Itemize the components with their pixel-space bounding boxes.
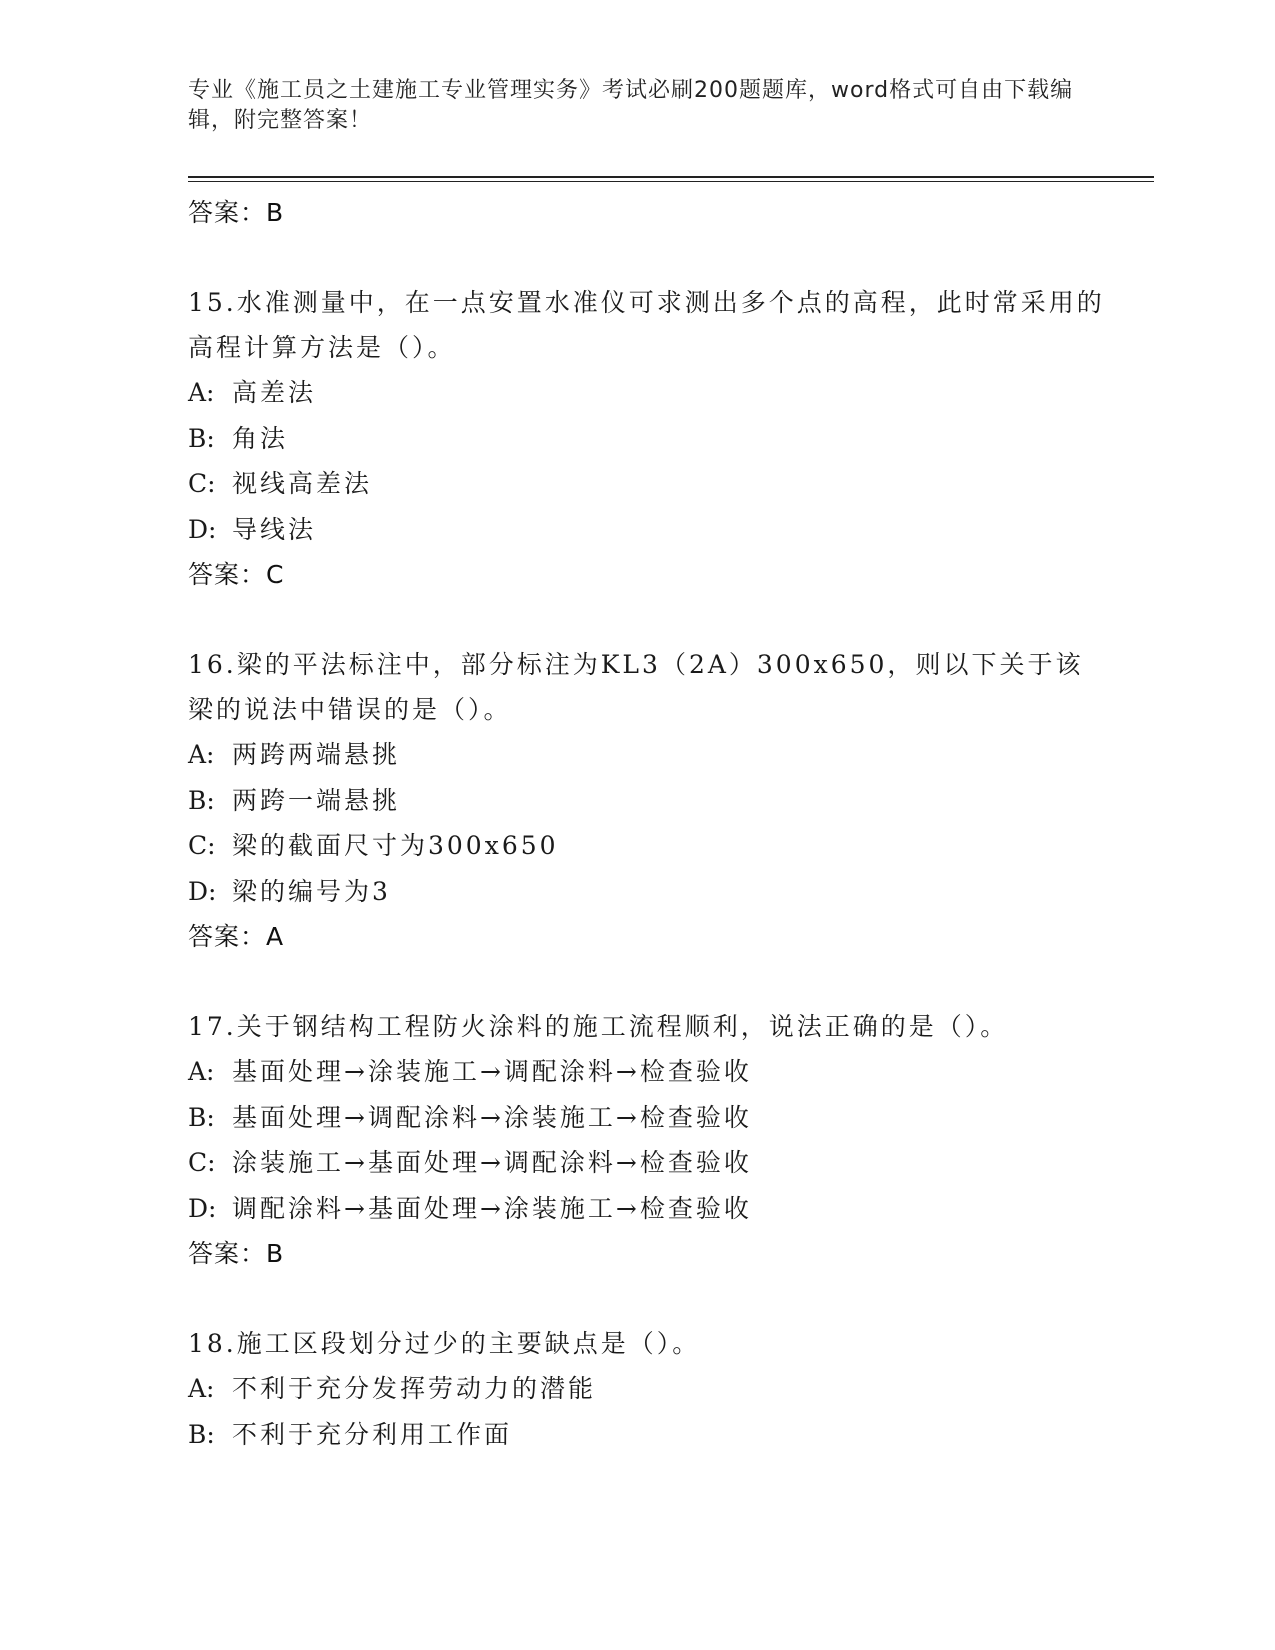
page-header: 专业《施工员之土建施工专业管理实务》考试必刷200题题库，word格式可自由下载编辑，附完整答案！ [188,78,1074,133]
option-c [188,461,1108,507]
option-text: 调配涂料→基面处理→涂装施工→检查验收 [232,1193,752,1223]
option-key: C: [188,831,216,860]
option-a [188,732,1108,778]
question-17 [188,1004,1108,1277]
option-text: 不利于充分利用工作面 [232,1419,513,1449]
answer-line: 答案：B [188,1239,285,1268]
option-key: C: [188,469,216,498]
question-stem: 17.关于钢结构工程防火涂料的施工流程顺利，说法正确的是（）。 [188,1012,1009,1041]
option-key: B: [188,1419,215,1449]
header-divider-thin [188,181,1154,182]
option-text: 导线法 [232,514,317,544]
option-key: B: [188,785,215,815]
option-text: 基面处理→调配涂料→涂装施工→检查验收 [232,1102,752,1132]
option-d [188,869,1108,915]
question-stem: 16.梁的平法标注中，部分标注为KL3（2A）300x650，则以下关于该梁的说法中错误的是（）。 [188,650,1084,724]
option-a [188,370,1108,416]
option-text: 两跨两端悬挑 [232,740,401,769]
option-key: D: [188,1193,217,1223]
option-text: 高差法 [232,378,317,407]
option-key: B: [188,423,215,453]
option-c [188,1140,1108,1186]
option-b [188,1412,1108,1458]
option-key: C: [188,1148,216,1177]
option-b [188,416,1108,462]
option-key: A: [188,378,215,407]
answer-line: 答案：B [188,198,285,227]
option-b [188,1095,1108,1141]
option-key: A: [188,740,215,769]
option-key: D: [188,514,217,544]
option-key: A: [188,1374,215,1403]
question-18 [188,1321,1108,1457]
question-15 [188,280,1108,598]
option-d [188,1186,1108,1232]
option-d [188,507,1108,553]
question-stem: 15.水准测量中，在一点安置水准仪可求测出多个点的高程，此时常采用的高程计算方法是（）。 [188,288,1105,362]
option-a [188,1366,1108,1412]
option-key: D: [188,876,217,906]
option-text: 视线高差法 [232,469,373,498]
option-key: B: [188,1102,215,1132]
answer-line: 答案：A [188,922,285,951]
option-text: 梁的编号为3 [232,876,391,906]
option-text: 两跨一端悬挑 [232,785,401,815]
option-b [188,778,1108,824]
answer-line: 答案：C [188,560,285,589]
question-16 [188,642,1108,960]
option-a [188,1049,1108,1095]
option-key: A: [188,1057,215,1086]
option-text: 基面处理→涂装施工→调配涂料→检查验收 [232,1057,752,1086]
option-c [188,823,1108,869]
option-text: 梁的截面尺寸为300x650 [232,831,559,860]
question-stem: 18.施工区段划分过少的主要缺点是（）。 [188,1329,701,1358]
question-list [188,190,1108,1457]
option-text: 角法 [232,423,289,453]
option-text: 不利于充分发挥劳动力的潜能 [232,1374,597,1403]
header-divider [188,176,1154,178]
option-text: 涂装施工→基面处理→调配涂料→检查验收 [232,1148,752,1177]
